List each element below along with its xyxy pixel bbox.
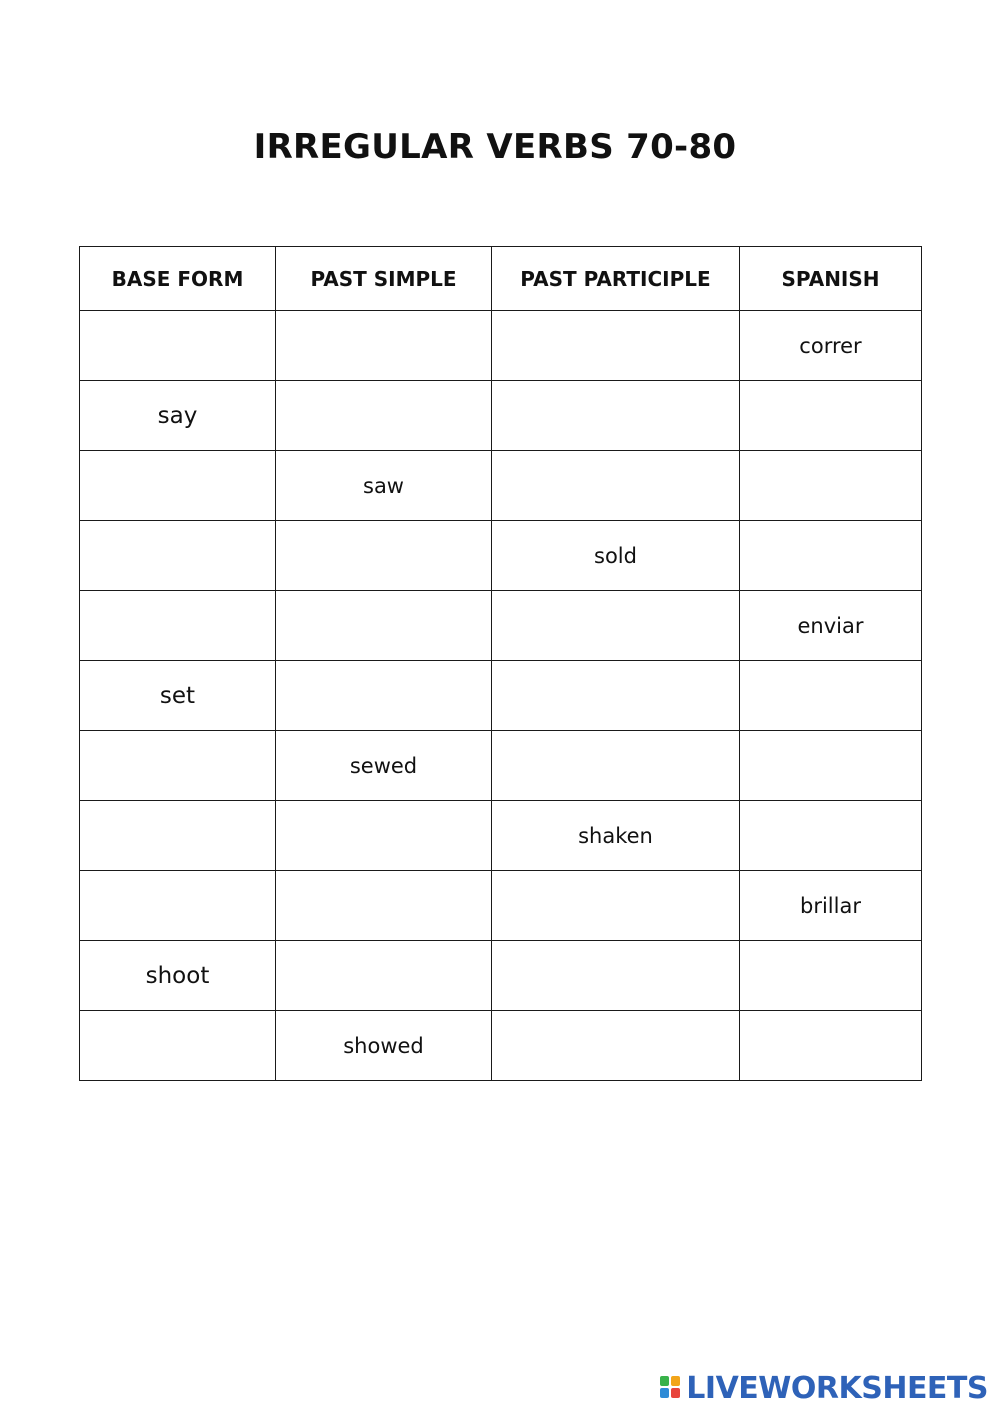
- past-participle-cell[interactable]: [492, 311, 740, 381]
- spanish-cell[interactable]: [740, 731, 922, 801]
- past-participle-cell[interactable]: [492, 591, 740, 661]
- spanish-cell[interactable]: [740, 941, 922, 1011]
- column-header-spanish: SPANISH: [740, 247, 922, 311]
- past-participle-cell[interactable]: [492, 381, 740, 451]
- liveworksheets-brand: [660, 1370, 988, 1406]
- table-row: [80, 661, 922, 731]
- table-row: [80, 381, 922, 451]
- past-simple-cell[interactable]: [276, 661, 492, 731]
- liveworksheets-logo-icon: [660, 1376, 682, 1400]
- base-form-cell[interactable]: [80, 871, 276, 941]
- base-form-cell[interactable]: [80, 451, 276, 521]
- column-header-base-form: BASE FORM: [80, 247, 276, 311]
- past-participle-cell[interactable]: [492, 661, 740, 731]
- verbs-table: [79, 246, 922, 1081]
- base-form-cell[interactable]: [80, 801, 276, 871]
- table-header-row: [80, 247, 922, 311]
- table-row: [80, 731, 922, 801]
- table-row: [80, 801, 922, 871]
- brand-label: LIVEWORKSHEETS: [686, 1370, 988, 1406]
- table-row: [80, 451, 922, 521]
- past-simple-cell[interactable]: [276, 311, 492, 381]
- spanish-cell[interactable]: [740, 381, 922, 451]
- base-form-cell: say: [80, 381, 276, 451]
- past-participle-cell[interactable]: [492, 1011, 740, 1081]
- table-row: [80, 521, 922, 591]
- table-row: [80, 311, 922, 381]
- past-simple-cell: sewed: [276, 731, 492, 801]
- past-participle-cell[interactable]: [492, 871, 740, 941]
- spanish-cell[interactable]: [740, 661, 922, 731]
- past-simple-cell: saw: [276, 451, 492, 521]
- past-simple-cell[interactable]: [276, 381, 492, 451]
- spanish-cell[interactable]: [740, 521, 922, 591]
- column-header-past-participle: PAST PARTICIPLE: [492, 247, 740, 311]
- past-participle-cell: shaken: [492, 801, 740, 871]
- base-form-cell[interactable]: [80, 1011, 276, 1081]
- spanish-cell[interactable]: [740, 801, 922, 871]
- past-participle-cell[interactable]: [492, 451, 740, 521]
- past-participle-cell: sold: [492, 521, 740, 591]
- past-simple-cell[interactable]: [276, 871, 492, 941]
- base-form-cell[interactable]: [80, 731, 276, 801]
- base-form-cell[interactable]: [80, 591, 276, 661]
- table-row: [80, 591, 922, 661]
- base-form-cell: shoot: [80, 941, 276, 1011]
- past-simple-cell[interactable]: [276, 941, 492, 1011]
- past-simple-cell: showed: [276, 1011, 492, 1081]
- past-simple-cell[interactable]: [276, 521, 492, 591]
- base-form-cell[interactable]: [80, 521, 276, 591]
- spanish-cell: enviar: [740, 591, 922, 661]
- table-row: [80, 871, 922, 941]
- past-participle-cell[interactable]: [492, 941, 740, 1011]
- past-simple-cell[interactable]: [276, 801, 492, 871]
- page-title: IRREGULAR VERBS 70-80: [253, 127, 737, 167]
- column-header-past-simple: PAST SIMPLE: [276, 247, 492, 311]
- table-row: [80, 1011, 922, 1081]
- base-form-cell: set: [80, 661, 276, 731]
- base-form-cell[interactable]: [80, 311, 276, 381]
- spanish-cell: correr: [740, 311, 922, 381]
- spanish-cell: brillar: [740, 871, 922, 941]
- table-row: [80, 941, 922, 1011]
- spanish-cell[interactable]: [740, 1011, 922, 1081]
- past-simple-cell[interactable]: [276, 591, 492, 661]
- spanish-cell[interactable]: [740, 451, 922, 521]
- past-participle-cell[interactable]: [492, 731, 740, 801]
